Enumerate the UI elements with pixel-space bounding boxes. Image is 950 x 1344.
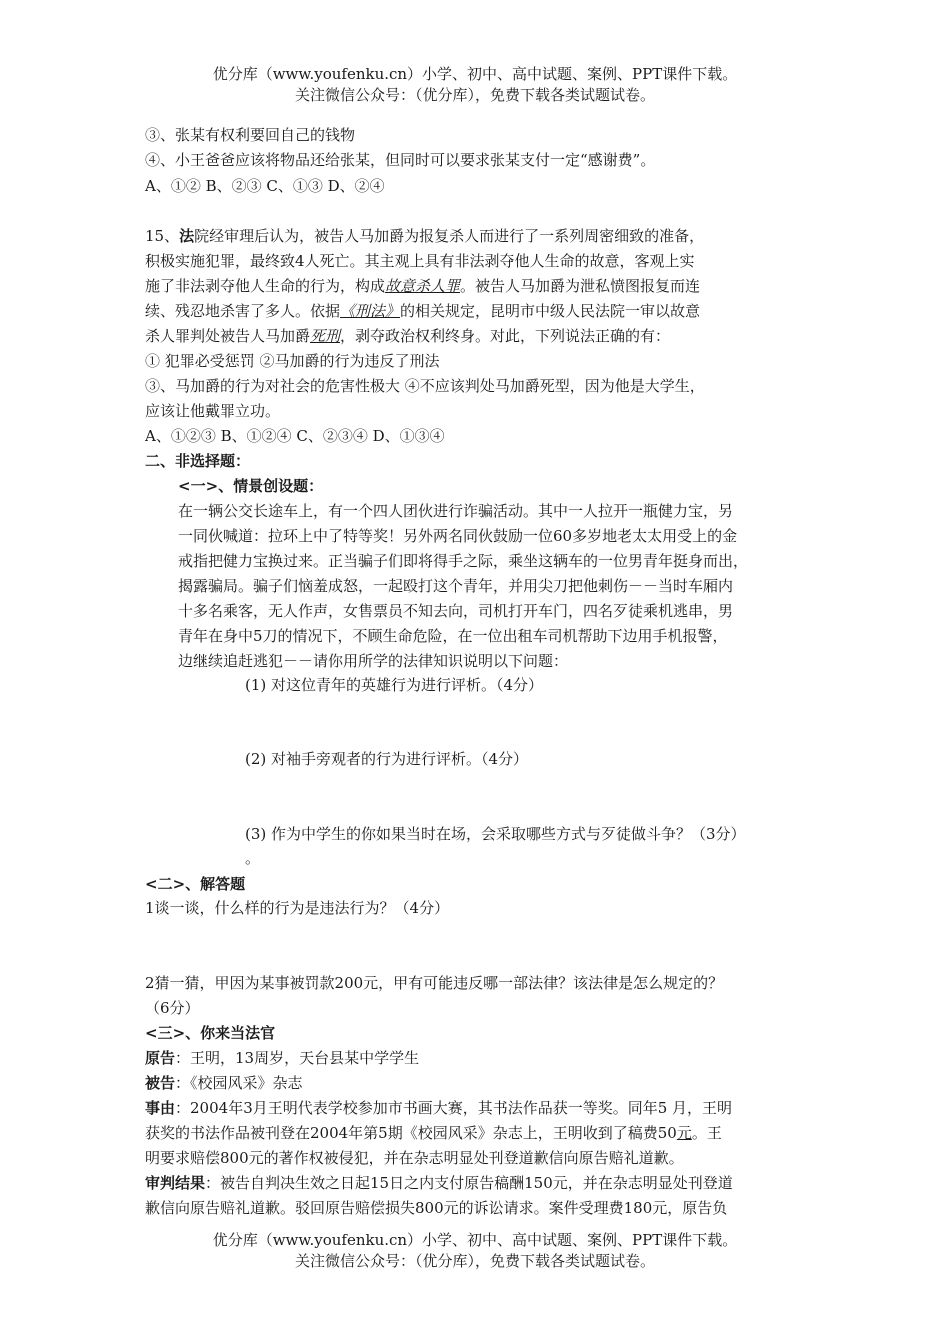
q15-line-3-b: 。被告人马加爵为泄私愤图报复而连 [460, 277, 701, 295]
q15-line-5 [145, 324, 670, 348]
footer-line-1: 优分库（www.youfenku.cn）小学、初中、高中试题、案例、PPT课件下载。 [212, 1231, 738, 1249]
q15-line-5-a: 杀人罪判处被告人马加爵 [145, 327, 311, 345]
q15-line-2: 积极实施犯罪，最终致4人死亡。其主观上具有非法剥夺他人生命的故意，客观上实 [145, 252, 695, 270]
scenario-line: 边继续追赶逃犯－－请你用所学的法律知识说明以下问题： [178, 652, 569, 670]
q15-number: 15、 [145, 227, 180, 245]
verdict-line-1 [145, 1171, 733, 1195]
q15-term-murder: 故意杀人罪 [385, 277, 461, 295]
q15-line-3 [145, 274, 700, 298]
q15-line-4-a: 续、残忍地杀害了多人。依据 [145, 302, 341, 320]
q15-line-1 [145, 224, 704, 248]
defendant-label: 被告 [145, 1074, 176, 1092]
scenario-line: 戒指把健力宝换过来。正当骗子们即将得手之际，乘坐这辆车的一位男青年挺身而出， [178, 552, 749, 570]
verdict-line-2: 歉信向原告赔礼道歉。驳回原告赔偿损失800元的诉讼请求。案件受理费180元，原告负 [145, 1199, 728, 1217]
facts-text-2a: 获奖的书法作品被刊登在2004年第5期《校园风采》杂志上，王明收到了稿费50 [145, 1124, 677, 1142]
plaintiff-line [145, 1046, 419, 1070]
q14-option-3: ③、张某有权利要回自己的钱物 [145, 126, 356, 144]
facts-line-1 [145, 1096, 732, 1120]
facts-label: 事由 [145, 1099, 176, 1117]
scenario-question-1: (1) 对这位青年的英雄行为进行评析。（4分） [245, 676, 544, 694]
answer-question-1: 1谈一谈，什么样的行为是违法行为？（4分） [145, 899, 450, 917]
q15-line-1-text: 院经审理后认为，被告人马加爵为报复杀人而进行了一系列周密细致的准备， [194, 227, 705, 245]
plaintiff-text: ：王明，13周岁，天台县某中学学生 [175, 1049, 420, 1067]
q15-option-line-2: ③、马加爵的行为对社会的危害性极大 ④不应该判处马加爵死型，因为他是大学生， [145, 377, 705, 395]
q15-line-4-b: 的相关规定，昆明市中级人民法院一审以故意 [400, 302, 701, 320]
scenario-line: 一同伙喊道：拉环上中了特等奖！另外两名同伙鼓励一位60多岁地老太太用受上的金 [178, 527, 738, 545]
q14-option-4: ④、小王爸爸应该将物品还给张某，但同时可以要求张某支付一定“感谢费”。 [145, 151, 656, 169]
q15-term-criminal-law: 《刑法》 [340, 302, 401, 320]
defendant-line [145, 1071, 303, 1095]
scenario-line: 在一辆公交长途车上，有一个四人团伙进行诈骗活动。其中一人拉开一瓶健力宝，另 [178, 502, 734, 520]
facts-text-1: ：2004年3月王明代表学校参加市书画大赛，其书法作品获一等奖。同年5 月，王明 [175, 1099, 733, 1117]
section3-title [145, 1021, 275, 1045]
facts-text-2b: 。王 [691, 1124, 722, 1142]
scenario-line: 揭露骗局。骗子们恼羞成怒，一起殴打这个青年，并用尖刀把他刺伤－－当时车厢内 [178, 577, 734, 595]
facts-line-3: 明要求赔偿800元的著作权被侵犯，并在杂志明显处刊登道歉信向原告赔礼道歉。 [145, 1149, 684, 1167]
q15-option-line-1: ① 犯罪必受惩罚 ②马加爵的行为违反了刑法 [145, 352, 440, 370]
q14-choices: A、①② B、②③ C、①③ D、②④ [145, 177, 385, 195]
defendant-text: ：《校园风采》杂志 [175, 1074, 303, 1092]
scenario-line: 十多名乘客，无人作声，女售票员不知去向，司机打开车门，四名歹徒乘机逃串，男 [178, 602, 734, 620]
q15-choices: A、①②③ B、①②④ C、②③④ D、①③④ [145, 427, 445, 445]
footer-line-2: 关注微信公众号：（优分库），免费下载各类试题试卷。 [294, 1252, 655, 1270]
section2-title [145, 872, 245, 896]
section2-title-text: <二>、解答题 [145, 875, 246, 893]
q15-option-line-3: 应该让他戴罪立功。 [145, 402, 281, 420]
header-line-1: 优分库（www.youfenku.cn）小学、初中、高中试题、案例、PPT课件下载。 [212, 65, 738, 83]
answer-question-2-line-2: （6分） [145, 999, 200, 1017]
q15-line-5-b: ，剥夺政治权利终身。对此，下列说法正确的有： [340, 327, 671, 345]
part2-title [145, 449, 250, 473]
verdict-label: 审判结果 [145, 1174, 206, 1192]
verdict-text-1: ：被告自判决生效之日起15日之内支付原告稿酬150元，并在杂志明显处刊登道 [205, 1174, 733, 1192]
section1-title [178, 474, 323, 498]
q15-line-3-a: 施了非法剥夺他人生命的行为，构成 [145, 277, 386, 295]
plaintiff-label: 原告 [145, 1049, 176, 1067]
q15-term-death-penalty: 死刑 [310, 327, 341, 345]
scenario-question-3-tail: 。 [245, 849, 261, 867]
header-line-2: 关注微信公众号：（优分库），免费下载各类试题试卷。 [294, 86, 655, 104]
facts-line-2 [145, 1121, 722, 1145]
q15-first-char: 法 [179, 227, 195, 245]
section1-title-text: <一>、情景创设题： [178, 477, 324, 495]
q15-line-4 [145, 299, 700, 323]
part2-title-text: 二、非选择题： [145, 452, 251, 470]
facts-underlined-yuan: 元 [676, 1124, 692, 1142]
scenario-question-2: (2) 对袖手旁观者的行为进行评析。（4分） [245, 750, 529, 768]
scenario-line: 青年在身中5刀的情况下，不顾生命危险，在一位出租车司机帮助下边用手机报警， [178, 627, 728, 645]
answer-question-2-line-1: 2猜一猜，甲因为某事被罚款200元，甲有可能违反哪一部法律？该法律是怎么规定的？ [145, 974, 724, 992]
scenario-question-3: (3) 作为中学生的你如果当时在场，会采取哪些方式与歹徒做斗争？（3分） [245, 825, 746, 843]
section3-title-text: <三>、你来当法官 [145, 1024, 276, 1042]
